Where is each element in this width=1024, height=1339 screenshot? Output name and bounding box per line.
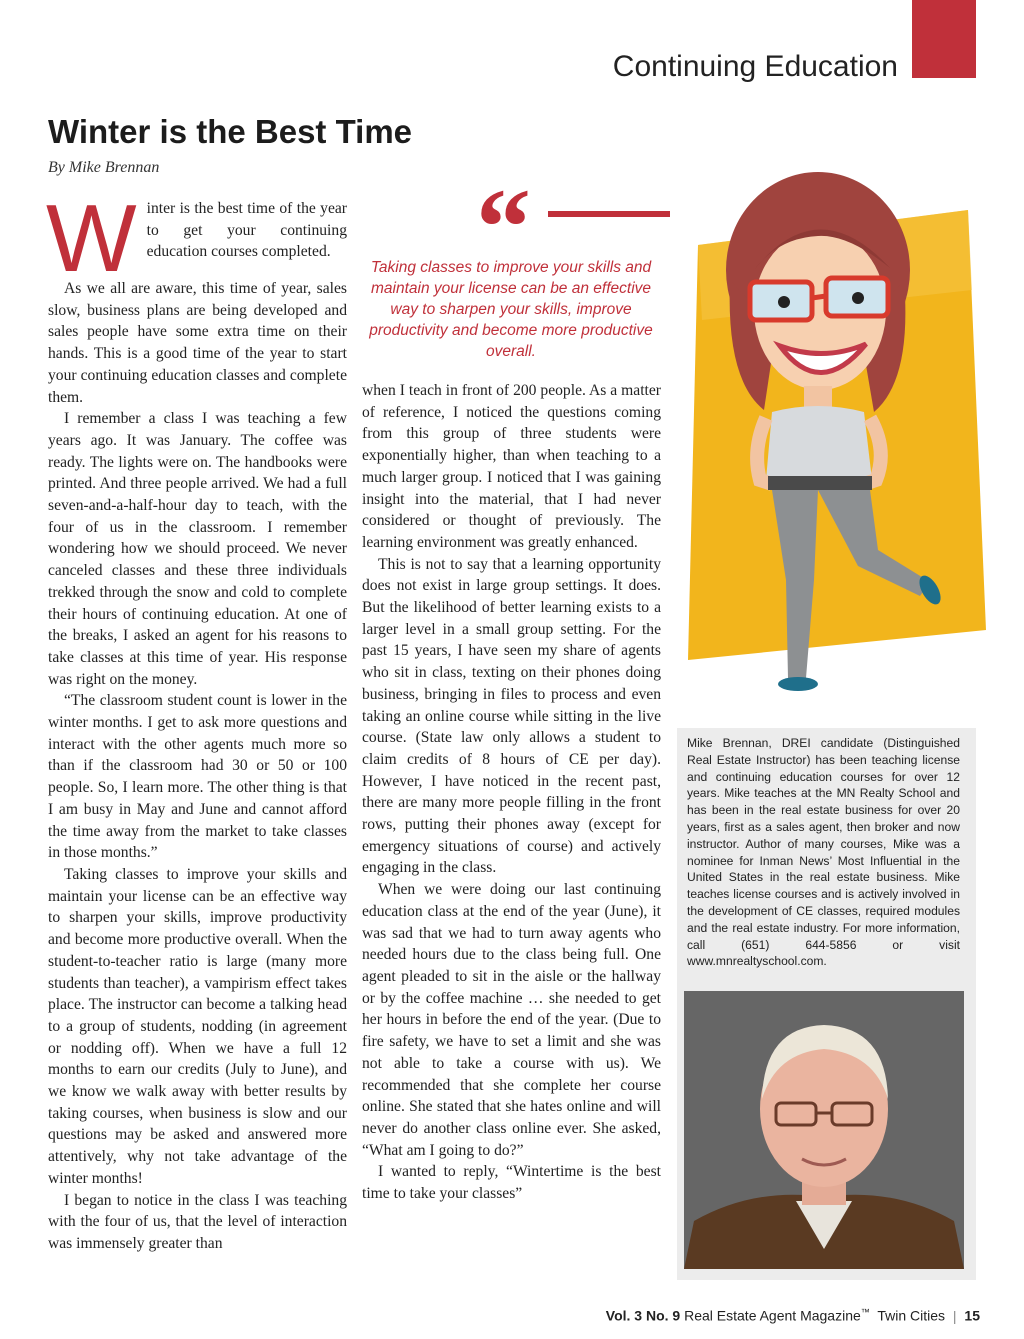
quote-mark-icon: “ [476, 166, 531, 288]
quote-rule [548, 211, 670, 217]
article-paragraph: “The classroom student count is lower in the winter months. I get to ask more questions and interact with the other agents much more so than if the classroom had 30 or 50 or 100 people. So, I learn more. The other thing is that I am busy in May and June and cannot afford the time away from the market to take classes in those months.” [48, 692, 347, 862]
shirt-shape [766, 406, 872, 487]
article-column-2 [362, 380, 661, 1205]
page-number: 15 [964, 1307, 980, 1324]
footer-edition: Twin Cities [877, 1307, 945, 1324]
article-paragraph: This is not to say that a learning opportunity does not exist in large group settings. It does. But the likelihood of better learning exists to a larger level in a small group setting. For the past 15 years, I have seen my share of agents who sit in class, texting on their phones doing business, bringing in files to process and even taking an online course while sitting in the live course. (State law only allows a student to claim credits of 8 hours of CE per day). However, I have noticed in the recent past, there are many more people filling in the front rows, putting their phones away (except for emergency situations of course) and actively engaging in the class. [362, 555, 661, 877]
article-paragraph: When we were doing our last continuing education class at the end of the year (June), it was sad that we had to turn away agents who needed hours due to the class being full. One agent pleaded to sit in the aisle or the hallway or by the coffee machine … she needed to get her hours in before the end of the year. (Due to fire safety, we have to set a limit and she was not able to take a course with us). We recommended that she complete her course online. She stated that she hates online and will never do another class online ever. She asked, “What am I going to do?” [362, 881, 661, 1159]
article-paragraph: I began to notice in the class I was teaching with the four of us, that the level of interaction was immensely greater than [48, 1191, 347, 1252]
article-paragraph [46, 185, 347, 292]
article-byline: By Mike Brennan [48, 159, 160, 176]
article-paragraph: I remember a class I was teaching a few years ago. It was January. The coffee was ready. The lights were on. The handbooks were printed. And three people arrived. We had a full seven-and-a-half-hour day to teach, with the four of us in the classroom. I remember wondering how we should proceed. We never canceled classes and these three individuals trekked through the snow and cold to complete their hours of continuing education. At one of the breaks, I asked an agent for his reasons to take classes at this time of year. His response was right on the money. [48, 410, 347, 688]
article-paragraph: I wanted to reply, “Wintertime is the best time to take your classes” [362, 1163, 661, 1203]
footer-magazine: Real Estate Agent Magazine [684, 1307, 861, 1324]
footer-issue: Vol. 3 No. 9 [605, 1307, 681, 1324]
article-paragraph: when I teach in front of 200 people. As a matter of reference, I noticed the questions coming from this group of three students were exponentially higher, than when teaching to a much larger group. I noticed that I was gaining insight into the material, that I had never considered or thought of previously. The learning environment was greatly enhanced. [362, 382, 661, 551]
section-color-tab [912, 0, 976, 78]
section-title: Continuing Education [612, 50, 898, 83]
footer-trademark: ™ [860, 1307, 870, 1317]
article-paragraph: Taking classes to improve your skills and maintain your license can be an effective way to sharpen your skills, improve productivity and become more productive overall. When the student-to-teacher ratio is large (many more students than teacher), a vampirism effect takes place. The instructor can become a talking head to a group of students, nodding (in agreement or nodding off). When we have a full 12 months to earn our credits (July to June), and we know we walk away with better results by taking courses, when business is slow and our questions may be asked and answered more attentively, why not take advantage of the winter months! [48, 865, 347, 1187]
article-column-1 [46, 185, 347, 1255]
author-photo [684, 991, 964, 1269]
article-paragraph: As we all are aware, this time of year, sales slow, business plans are being developed and sales people have some extra time on their hands. This is a good time of the year to start your continuing education classes and complete them. [48, 280, 347, 406]
footer-separator: | [952, 1307, 957, 1324]
pull-quote: Taking classes to improve your skills and maintain your license can be an effective way to sharpen your skills, improve productivity and become more productive overall. [369, 259, 653, 360]
paragraph-text: inter is the best time of the year to get your continuing education courses completed. [146, 200, 347, 261]
drop-cap: W [46, 185, 137, 292]
teacher-illustration [668, 150, 988, 710]
author-bio: Mike Brennan, DREI candidate (Distinguished Real Estate Instructor) has been teaching license and continuing education courses for over 12 years. Mike teaches at the MN Realty School and has been in the real estate business for over 20 years, first as a sales agent, then broker and now instructor. Author of many courses, Mike was a nominee for Inman News’ Most Influential in the United States in the real estate business. Mike teaches license courses and is actively involved in the development of CE classes, required modules and the real estate industry. For more information, call (651) 644-5856 or visit www.mnrealtyschool.com. [687, 736, 960, 969]
shoe-left [778, 677, 818, 691]
page-footer [606, 1307, 980, 1324]
article-title: Winter is the Best Time [48, 113, 413, 150]
